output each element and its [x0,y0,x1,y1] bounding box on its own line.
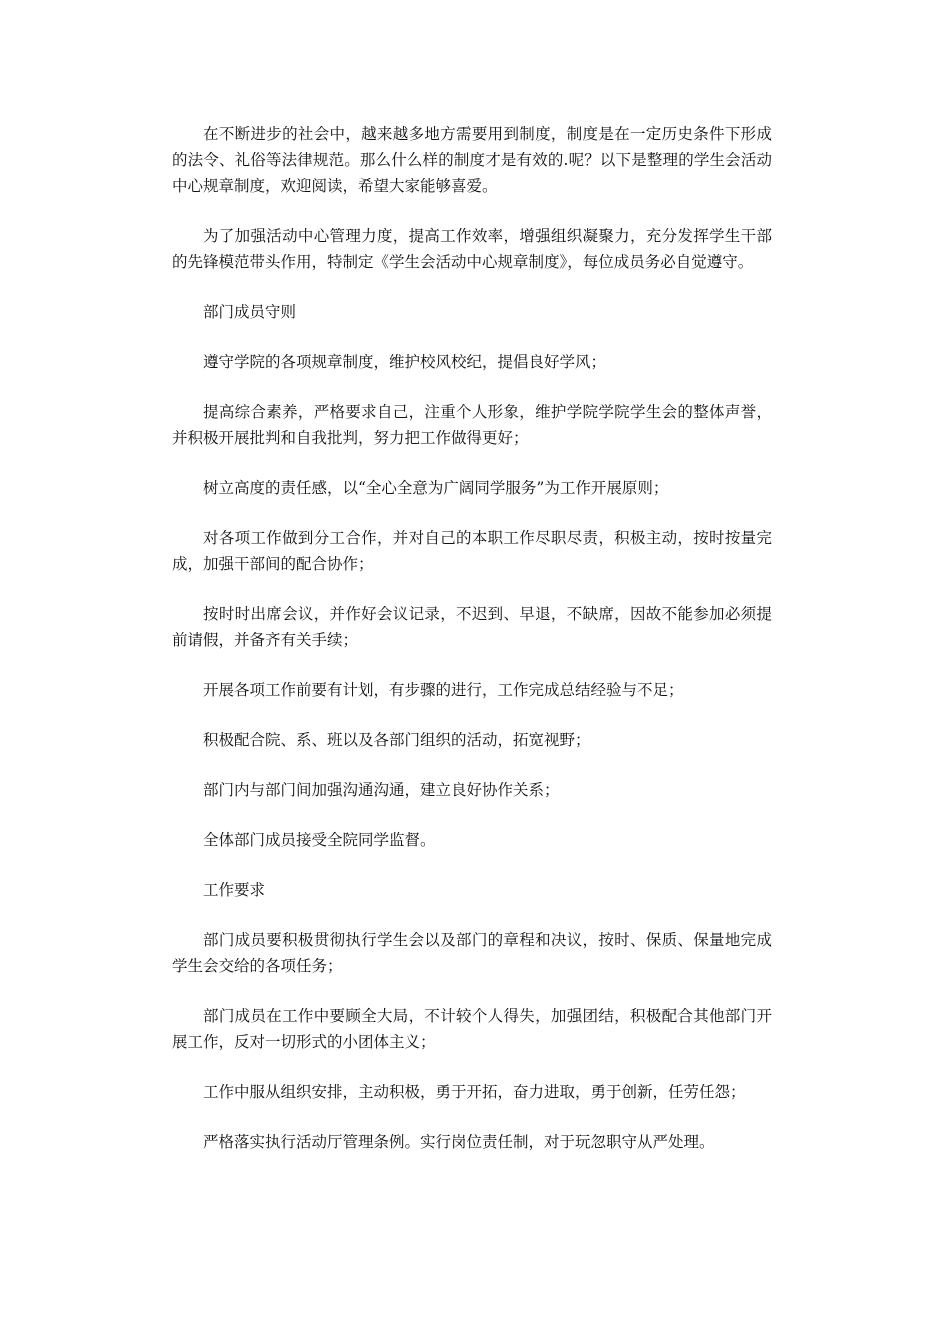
requirement-paragraph: 部门成员在工作中要顾全大局，不计较个人得失，加强团结，积极配合其他部门开展工作，反对一切形式的小团体主义； [172,1007,772,1051]
rule-paragraph: 积极配合院、系、班以及各部门组织的活动，拓宽视野； [203,731,591,749]
section-heading-work-requirements: 工作要求 [203,881,266,899]
rule-paragraph: 部门内与部门间加强沟通沟通，建立良好协作关系； [203,781,560,799]
requirement-paragraph: 工作中服从组织安排，主动积极，勇于开拓，奋力进取，勇于创新，任劳任怨； [203,1083,746,1101]
rule-paragraph: 对各项工作做到分工合作，并对自己的本职工作尽职尽责，积极主动，按时按量完成，加强干部间的配合协作； [172,529,772,573]
intro-paragraph: 在不断进步的社会中，越来越多地方需要用到制度，制度是在一定历史条件下形成的法令、礼俗等法律规范。那么什么样的制度才是有效的.呢？以下是整理的学生会活动中心规章制度，欢迎阅读，希望大家能够喜爱。 [172,125,772,195]
rule-paragraph: 开展各项工作前要有计划，有步骤的进行，工作完成总结经验与不足； [203,681,684,699]
rule-paragraph: 全体部门成员接受全院同学监督。 [203,831,436,849]
rule-paragraph: 提高综合素养，严格要求自己，注重个人形象，维护学院学院学生会的整体声誉，并积极开展批判和自我批判，努力把工作做得更好； [172,403,772,447]
requirement-paragraph: 严格落实执行活动厅管理条例。实行岗位责任制，对于玩忽职守从严处理。 [203,1133,715,1151]
section-heading-member-rules: 部门成员守则 [203,303,297,321]
rule-paragraph: 遵守学院的各项规章制度，维护校风校纪，提倡良好学风； [203,353,607,371]
document-body [172,121,772,1179]
rule-paragraph: 树立高度的责任感，以“全心全意为广阔同学服务”为工作开展原则； [203,479,669,497]
purpose-paragraph: 为了加强活动中心管理力度，提高工作效率，增强组织凝聚力，充分发挥学生干部的先锋模范带头作用，特制定《学生会活动中心规章制度》，每位成员务必自觉遵守。 [172,227,772,271]
requirement-paragraph: 部门成员要积极贯彻执行学生会以及部门的章程和决议，按时、保质、保量地完成学生会交给的各项任务； [172,931,772,975]
rule-paragraph: 按时时出席会议，并作好会议记录，不迟到、早退，不缺席，因故不能参加必须提前请假，并备齐有关手续； [172,605,772,649]
